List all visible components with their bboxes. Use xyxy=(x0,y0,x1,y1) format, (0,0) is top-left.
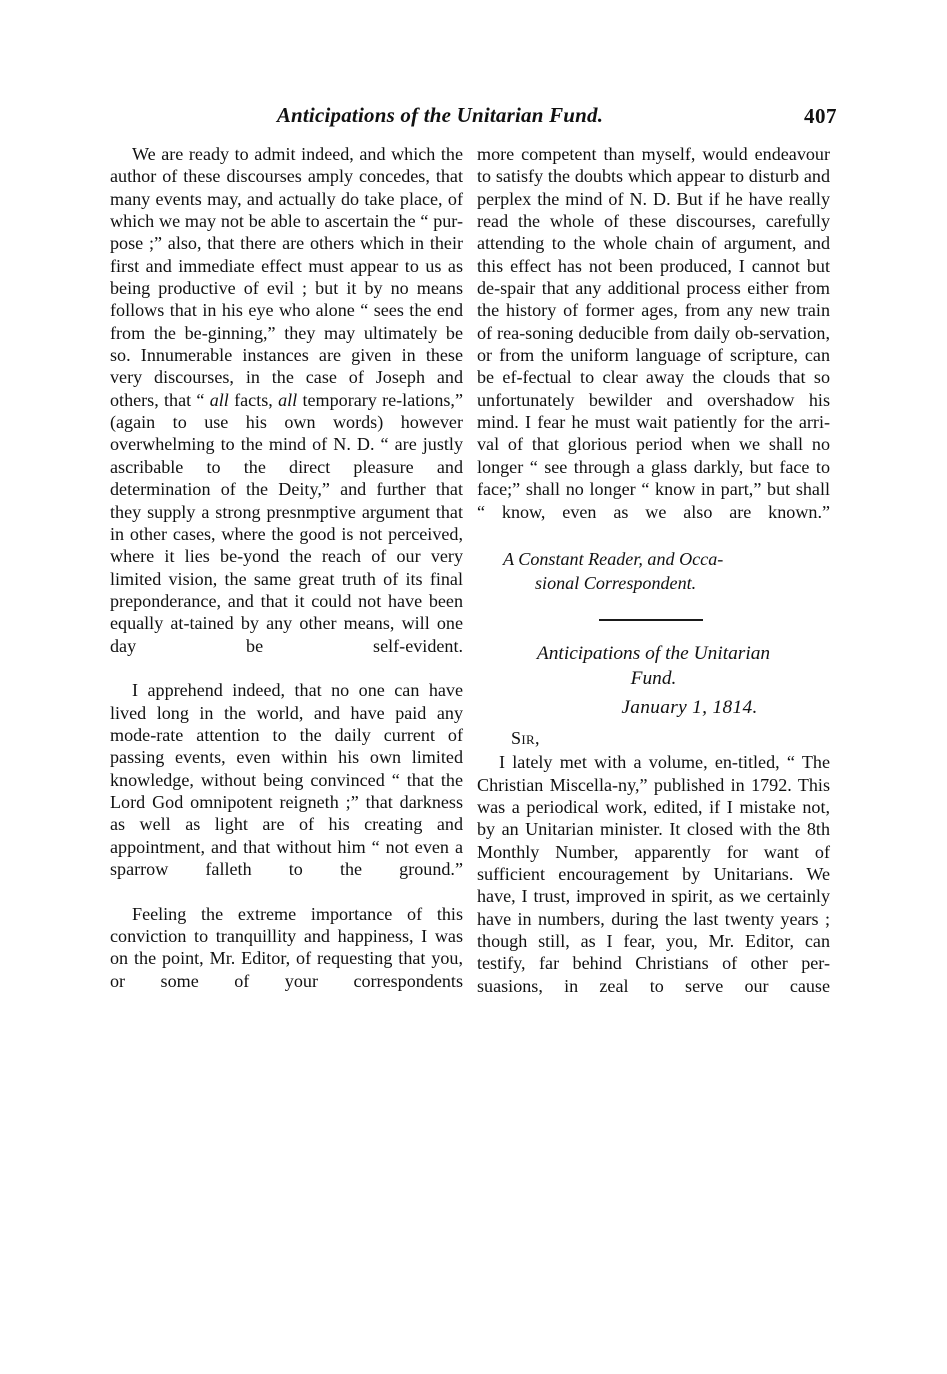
paragraph: Feeling the extreme importance of this conviction to tranquillity and happiness, I was on the point, Mr. Editor, of requesting that you, or some of your correspondents xyxy=(110,903,463,991)
emphasis: all xyxy=(278,389,298,410)
article-title-line-1: Anticipations of the Unitarian xyxy=(536,643,771,665)
signature-line-2: sional Correspondent. xyxy=(535,573,697,594)
article-title xyxy=(477,641,830,691)
article-salutation: Sir, xyxy=(511,728,540,749)
running-head-title: Anticipations of the Unitarian Fund. xyxy=(276,103,604,127)
article-date: January 1, 1814. xyxy=(621,697,758,719)
paragraph: We are ready to admit indeed, and which the author of these discourses amply concedes, that many events may, and actually do take place, of which we may not be able to ascertain the “ pur-pose ;” also, that there are others which in their first and immediate effect must appear to us as being productive of evil ; but it by no means follows that in his eye who alone “ sees the end from the be-ginning,” they may ultimately be so. Innumerable instances are given in these very discourses, in the case of Joseph and others, that “ all facts, all temporary re-lations,” (again to use his own words) however overwhelming to the mind of N. D. “ are justly ascribable to the direct pleasure and determination of the Deity,” and further that they supply a strong presnmptive argument that in other cases, where the good is not perceived, where it lies be-yond the reach of our very limited vision, the same great truth of its final preponderance, and that it could not have been equally at-tained by any other means, will one day be self-evident. xyxy=(110,144,463,656)
article-signature xyxy=(477,547,830,595)
article-title-line-2: Fund. xyxy=(630,668,677,690)
paragraph: more competent than myself, would endeavour to satisfy the doubts which appear to disturb and perplex the mind of N. D. But if he have really read the whole of these discourses, carefully attending to the whole chain of argument, and this effect has not been produced, I cannot but de-spair that any additional process either from the history of former ages, from any new train of rea-soning deducible from daily ob-servation, or from the uniform language of scripture, can be ef-fectual to clear away the clouds that so unfortunately bewilder and overshadow his mind. I fear he must wait patiently for the arri-val of that glorious period when we shall no longer “ see through a glass darkly, but face to face;” shall no longer “ know in part,” but shall “ know, even as we also are known.” xyxy=(477,144,830,522)
emphasis: all xyxy=(209,389,229,410)
section-divider-rule xyxy=(599,619,703,621)
paragraph: I apprehend indeed, that no one can have lived long in the world, and have paid any mode-rate attention to the daily current of passing events, even within his own limited knowledge, without being convinced “ that the Lord God omnipotent reigneth ;” that darkness as well as light are of his creating and appointment, and that without him “ not even a sparrow falleth to the ground.” xyxy=(110,680,463,879)
left-column xyxy=(110,143,463,1019)
text-columns xyxy=(110,143,837,1019)
right-column xyxy=(477,143,830,1019)
running-head xyxy=(110,103,837,133)
page-number: 407 xyxy=(804,104,837,128)
signature-line-1: A Constant Reader, and Occa- xyxy=(503,549,724,570)
section-divider-wrap xyxy=(477,595,830,641)
paragraph: I lately met with a volume, en-titled, “ The Christian Miscella-ny,” published in 1792. This was a periodical work, edited, if I mistake not, by an Unitarian minister. It closed with the 8th Monthly Number, apparently for want of sufficient encouragement by Unitarians. We have, I trust, improved in spirit, as we certainly have in numbers, during the last twenty years ; though still, as I fear, you, Mr. Editor, can testify, far behind Christians of other per-suasions, in zeal to serve our cause xyxy=(477,752,830,996)
